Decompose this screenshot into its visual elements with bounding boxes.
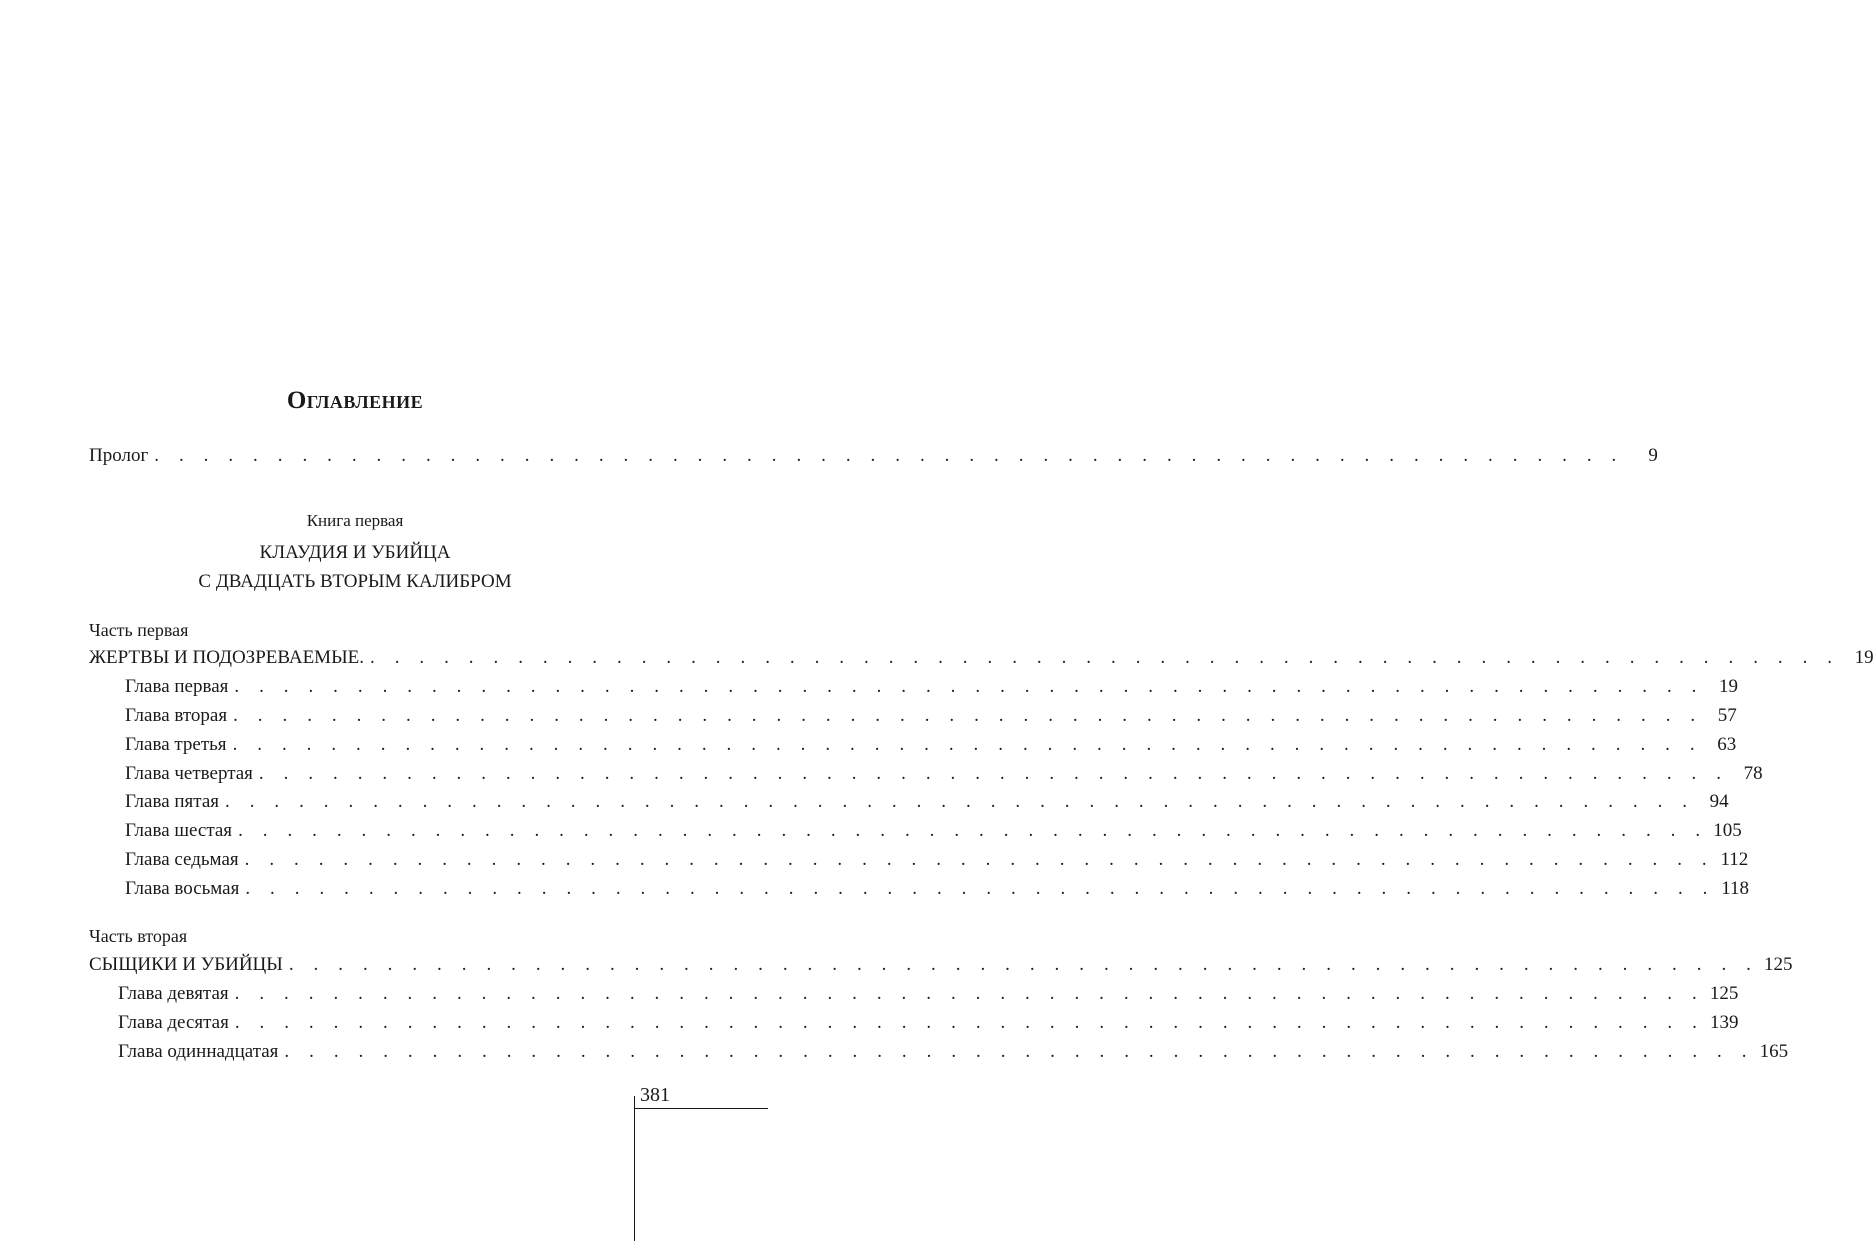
part-1-label: Часть первая (89, 620, 189, 640)
entry-page-number: 105 (1713, 820, 1742, 841)
dot-leader: . . . . . . . . . . . . . . . . . . . . . . . . . . . . . . . . . . . . . . . . . . . . . . . . . . . . . . . . . . . . (245, 878, 1716, 899)
entry-label: СЫЩИКИ И УБИЙЦЫ (89, 954, 283, 975)
dot-leader: . . . . . . . . . . . . . . . . . . . . . . . . . . . . . . . . . . . . . . . . . . . . . . . . . . . . . . . . . . . . (234, 1012, 1705, 1033)
entry-page-number: 118 (1721, 878, 1750, 899)
dot-leader: . . . . . . . . . . . . . . . . . . . . . . . . . . . . . . . . . . . . . . . . . . . . . . . . . . . . . . . . . . . . (232, 734, 1703, 755)
toc-entry-prologue[interactable] (89, 444, 1658, 468)
toc-entry-chapter-5[interactable] (125, 790, 1729, 814)
book-title-line-1: КЛАУДИЯ И УБИЙЦА (259, 542, 451, 563)
dot-leader: . . . . . . . . . . . . . . . . . . . . . . . . . . . . . . . . . . . . . . . . . . . . . . . . . . . . . . . . . . . . (244, 849, 1715, 870)
entry-label: Глава седьмая (125, 849, 239, 870)
entry-page-number: 165 (1759, 1041, 1789, 1062)
book-label: Книга первая (306, 511, 404, 530)
toc-entry-part-2[interactable] (89, 953, 1793, 977)
entry-label: Глава шестая (125, 820, 233, 841)
page-title: Оглавление (286, 387, 424, 414)
toc-entry-chapter-11[interactable] (118, 1040, 1789, 1064)
entry-page-number: 139 (1709, 1012, 1739, 1033)
dot-leader: . . . . . . . . . . . . . . . . . . . . . . . . . . . . . . . . . . . . . . . . . . . . . . . . . . . . . . . . . . . . (225, 791, 1695, 812)
dot-leader: . . . . . . . . . . . . . . . . . . . . . . . . . . . . . . . . . . . . . . . . . . . . . . . . . . . . . . . . . . . . (238, 820, 1708, 841)
dot-leader: . . . . . . . . . . . . . . . . . . . . . . . . . . . . . . . . . . . . . . . . . . . . . . . . . . . . . . . . . . . . (258, 763, 1729, 784)
entry-page-number: 57 (1717, 705, 1737, 726)
entry-page-number: 94 (1709, 791, 1729, 812)
entry-label: Глава одиннадцатая (118, 1041, 279, 1062)
entry-label: Глава первая (125, 676, 229, 697)
entry-page-number: 9 (1648, 445, 1658, 466)
footer-horizontal-rule (634, 1108, 768, 1109)
toc-entry-chapter-10[interactable] (118, 1011, 1739, 1035)
page-number: 381 (640, 1084, 670, 1106)
toc-entry-chapter-6[interactable] (125, 819, 1742, 843)
entry-label: Пролог (89, 445, 149, 466)
entry-page-number: 63 (1717, 734, 1737, 755)
entry-page-number: 19 (1854, 647, 1874, 668)
entry-label: Глава пятая (125, 791, 219, 812)
part-2-label: Часть вторая (89, 926, 188, 946)
entry-page-number: 112 (1720, 849, 1749, 870)
dot-leader: . . . . . . . . . . . . . . . . . . . . . . . . . . . . . . . . . . . . . . . . . . . . . . . . . . . . . . . . . . . . (288, 954, 1759, 975)
dot-leader: . . . . . . . . . . . . . . . . . . . . . . . . . . . . . . . . . . . . . . . . . . . . . . . . . . . . . . . . . . . . (234, 983, 1705, 1004)
entry-label: Глава четвертая (125, 763, 253, 784)
toc-entry-chapter-3[interactable] (125, 733, 1737, 757)
entry-label: Глава десятая (118, 1012, 229, 1033)
dot-leader: . . . . . . . . . . . . . . . . . . . . . . . . . . . . . . . . . . . . . . . . . . . . . . . . . . . . . . . . . . . . (284, 1041, 1755, 1062)
dot-leader: . . . . . . . . . . . . . . . . . . . . . . . . . . . . . . . . . . . . . . . . . . . . . . . . . . . . . . . . . . . . (234, 676, 1705, 697)
entry-page-number: 19 (1719, 676, 1739, 697)
entry-label: Глава восьмая (125, 878, 240, 899)
dot-leader: . . . . . . . . . . . . . . . . . . . . . . . . . . . . . . . . . . . . . . . . . . . . . . . . . . . . . . . . . . . . (370, 647, 1840, 668)
entry-label: Глава девятая (118, 983, 229, 1004)
entry-page-number: 78 (1743, 763, 1763, 784)
toc-entry-part-1[interactable] (89, 646, 1874, 670)
entry-page-number: 125 (1764, 954, 1793, 975)
entry-page-number: 125 (1709, 983, 1739, 1004)
entry-label: ЖЕРТВЫ И ПОДОЗРЕВАЕМЫЕ. (89, 647, 364, 668)
toc-entry-chapter-9[interactable] (118, 982, 1739, 1006)
footer-vertical-rule (634, 1096, 635, 1241)
dot-leader: . . . . . . . . . . . . . . . . . . . . . . . . . . . . . . . . . . . . . . . . . . . . . . . . . . . . . . . . . . . . (154, 445, 1624, 466)
toc-entry-chapter-7[interactable] (125, 848, 1749, 872)
dot-leader: . . . . . . . . . . . . . . . . . . . . . . . . . . . . . . . . . . . . . . . . . . . . . . . . . . . . . . . . . . . . (233, 705, 1703, 726)
entry-label: Глава третья (125, 734, 227, 755)
toc-entry-chapter-1[interactable] (125, 675, 1739, 699)
entry-label: Глава вторая (125, 705, 228, 726)
book-title-line-2: С ДВАДЦАТЬ ВТОРЫМ КАЛИБРОМ (198, 571, 512, 592)
toc-entry-chapter-8[interactable] (125, 877, 1750, 901)
toc-entry-chapter-2[interactable] (125, 704, 1737, 728)
toc-entry-chapter-4[interactable] (125, 762, 1763, 786)
